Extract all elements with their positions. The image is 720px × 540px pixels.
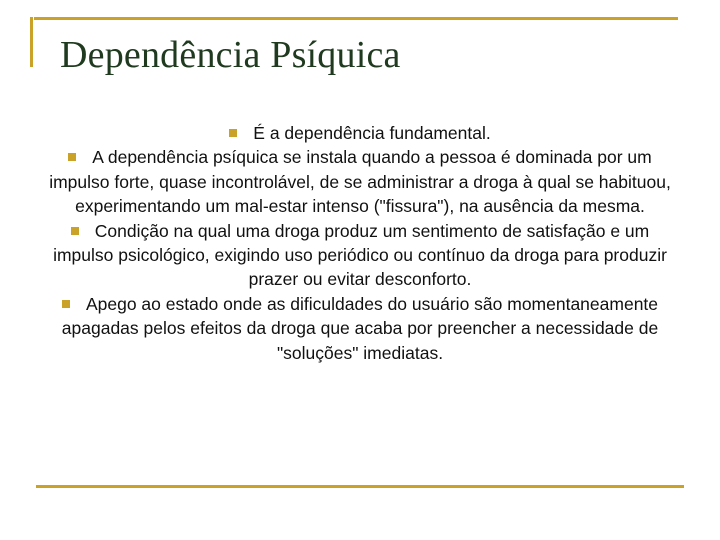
bullet-text: É a dependência fundamental. — [253, 123, 491, 143]
slide-title: Dependência Psíquica — [60, 34, 401, 76]
bottom-rule — [36, 485, 684, 488]
bullet-text: Apego ao estado onde as dificuldades do usuário são momentaneamente apagadas pelos efeitos da droga que acaba por preencher a necessidade de "soluções" imediatas. — [61, 293, 659, 363]
bullet-text: Condição na qual uma droga produz um sentimento de satisfação e um impulso psicológico, exigindo uso periódico ou contínuo da droga para produzir prazer ou evitar desconforto. — [53, 220, 667, 290]
bullet-item — [40, 219, 680, 292]
square-bullet-icon — [71, 227, 79, 235]
bullet-list — [40, 121, 680, 365]
top-rule — [34, 17, 678, 20]
bullet-item — [40, 292, 680, 365]
square-bullet-icon — [68, 153, 76, 161]
bullet-item — [40, 121, 680, 145]
square-bullet-icon — [62, 300, 70, 308]
square-bullet-icon — [229, 129, 237, 137]
left-rule — [30, 17, 33, 67]
bullet-text: A dependência psíquica se instala quando a pessoa é dominada por um impulso forte, quase incontrolável, de se administrar a droga à qual se habituou, experimentando um mal-estar intenso ("fissura"), na ausência da mesma. — [49, 147, 671, 217]
bullet-item — [40, 145, 680, 218]
